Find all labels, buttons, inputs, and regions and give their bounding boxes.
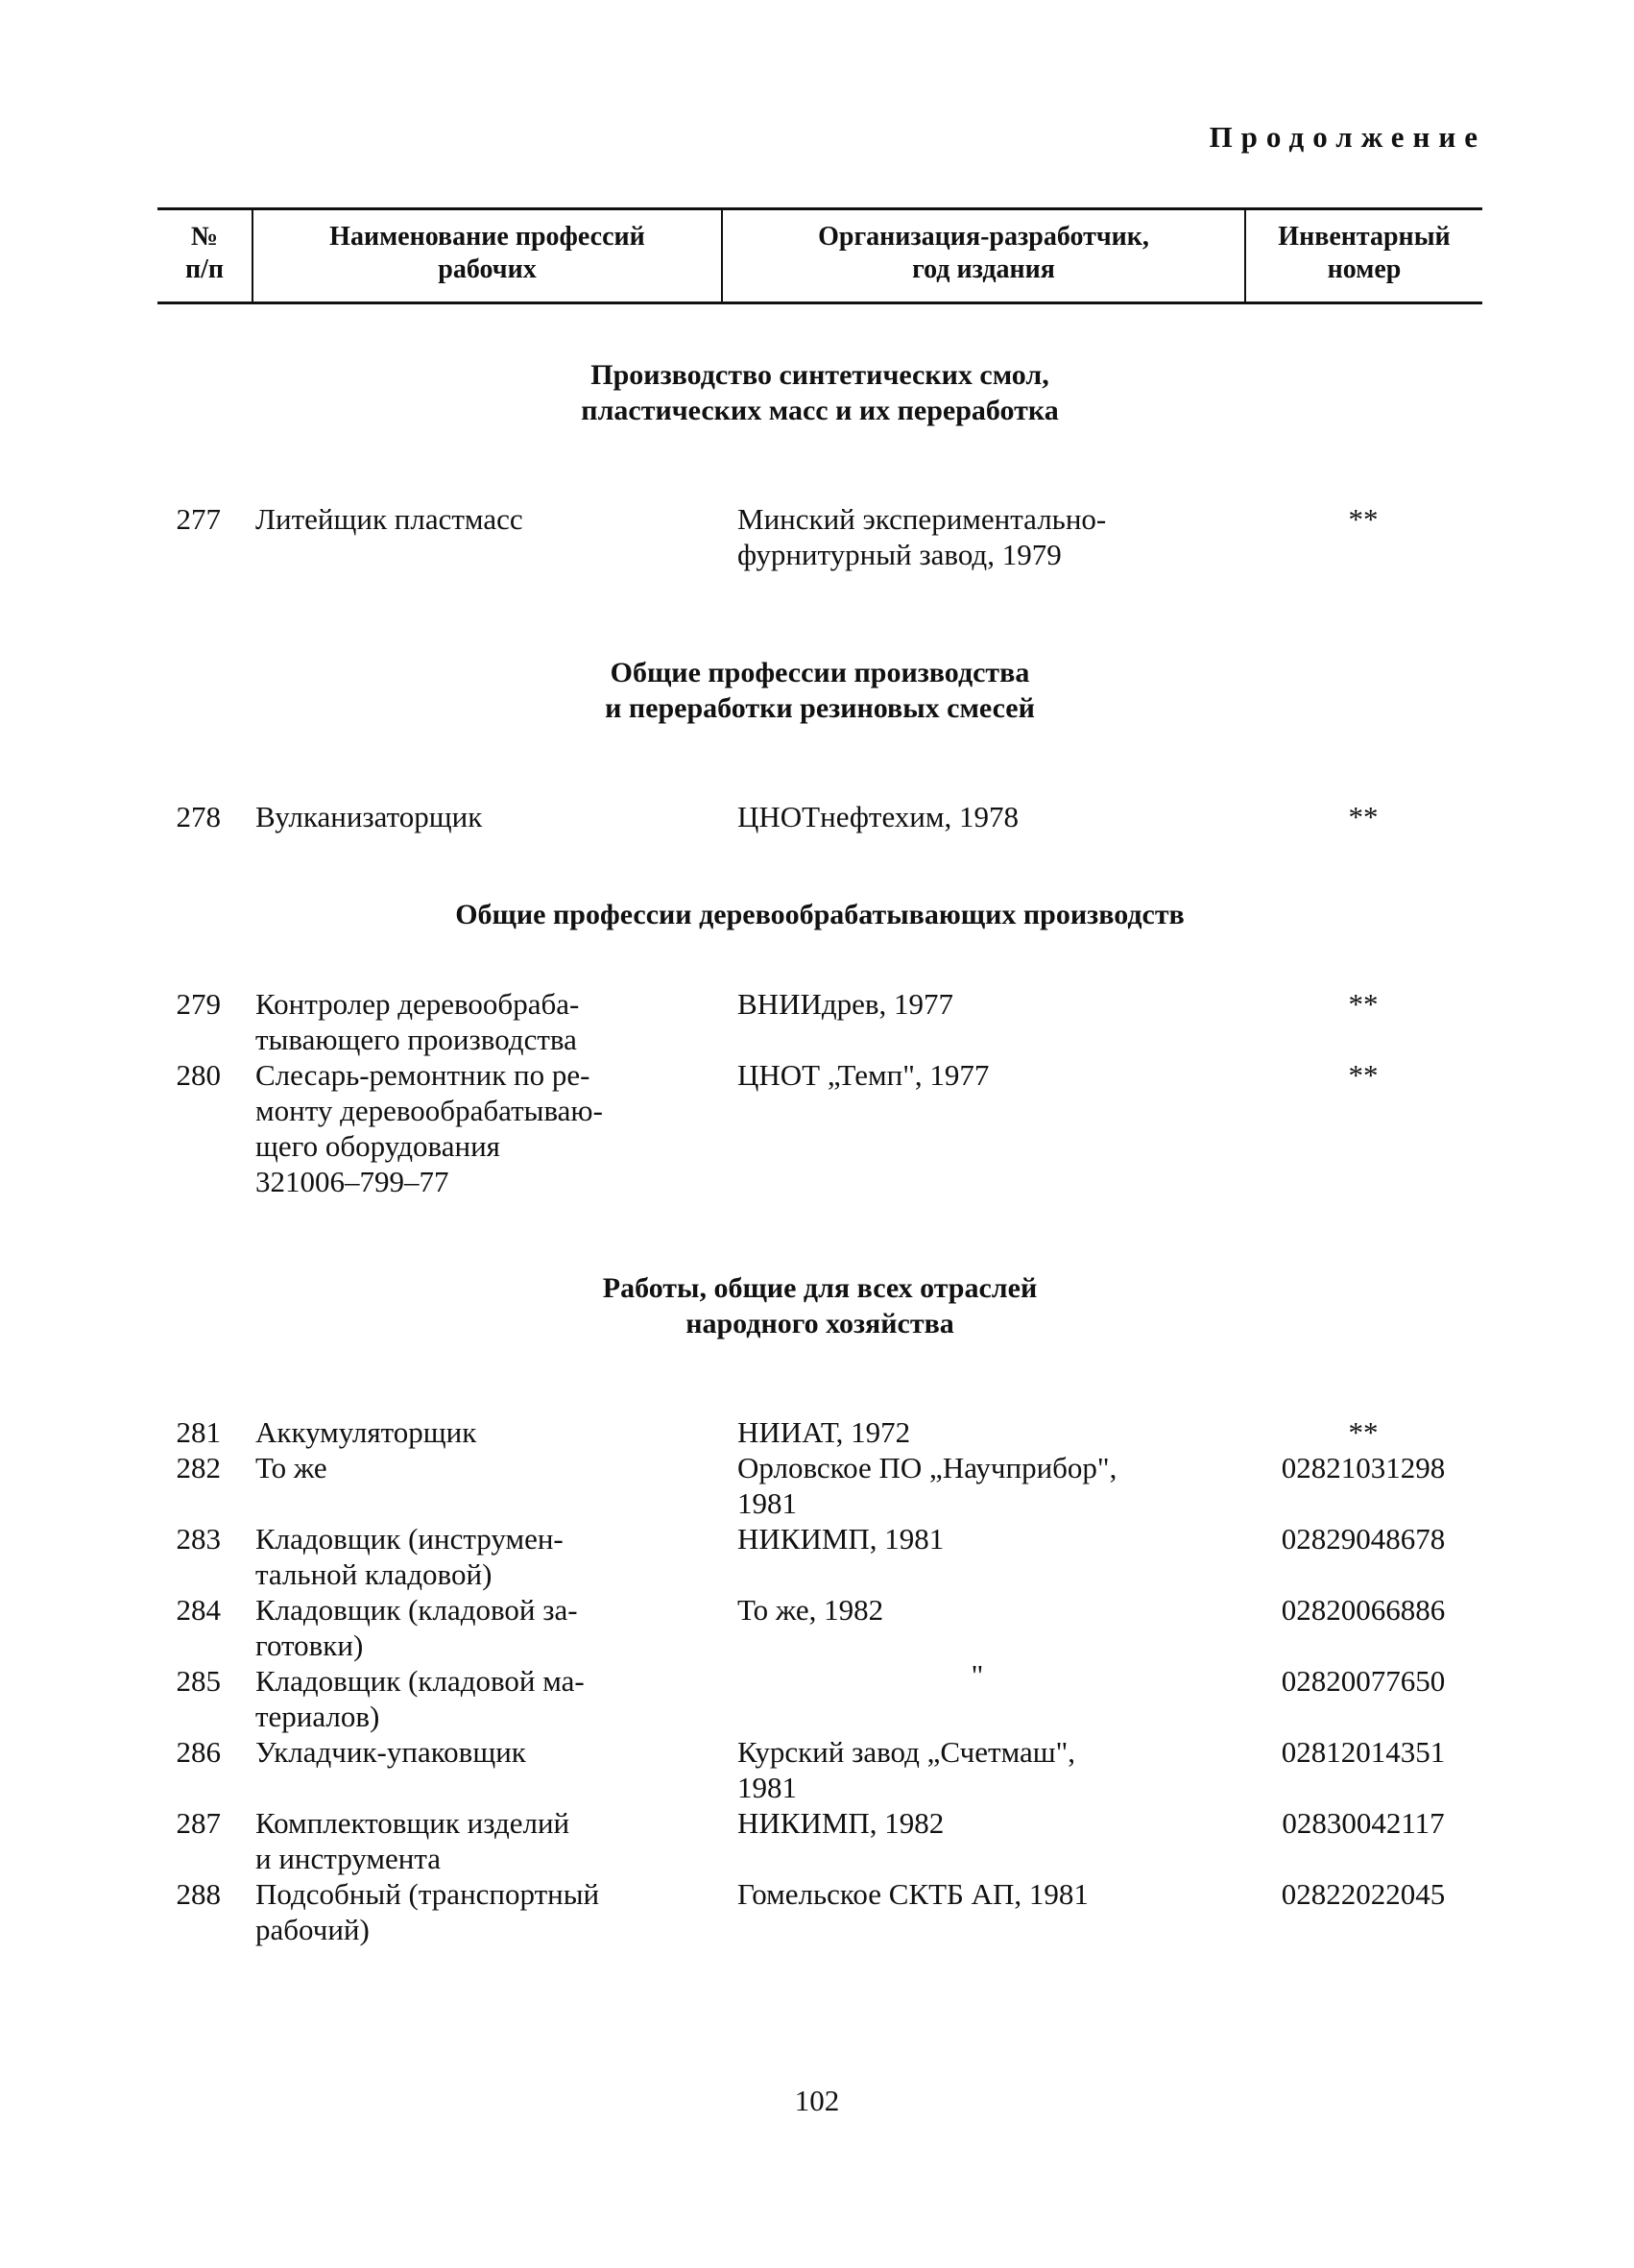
inventory-number: 02820066886 [1281,1593,1446,1627]
row-number: 286 [176,1735,221,1769]
row-number: 284 [176,1593,221,1627]
section-title: Производство синтетических смол, пластических масс и их переработка [581,359,1059,426]
continuation-label: Продолжение [1209,120,1486,154]
row-number: 287 [176,1806,221,1840]
profession-name: То же [255,1451,327,1484]
inventory-number: ** [1348,1415,1379,1449]
inventory-number: 02812014351 [1281,1735,1446,1769]
inventory-number: 02830042117 [1282,1806,1445,1840]
organization: НИКИМП, 1982 [737,1806,945,1840]
row-number: 281 [176,1415,221,1449]
inventory-number: ** [1348,987,1379,1021]
table-header-rule [157,302,1482,304]
organization: НИКИМП, 1981 [737,1522,945,1556]
organization: ЦНОТ „Темп", 1977 [737,1058,990,1092]
row-number: 277 [176,502,221,536]
section-title: Общие профессии деревообрабатывающих производств [455,899,1185,930]
row-number: 285 [176,1664,221,1698]
organization-ditto: " [971,1658,984,1692]
section-title: Общие профессии производства и переработки резиновых смесей [605,657,1035,724]
profession-name: Укладчик-упаковщик [255,1735,526,1769]
header-col-inventory: Инвентарный номер [1278,222,1451,284]
inventory-number: 02820077650 [1281,1664,1446,1698]
row-number: 280 [176,1058,221,1092]
profession-name: Слесарь-ремонтник по ре- монту деревообрабатываю- щего оборудования 321006–799–77 [255,1058,603,1198]
page-number: 102 [794,2084,840,2117]
profession-name: Кладовщик (кладовой ма- териалов) [255,1664,585,1733]
profession-name: Кладовщик (кладовой за- готовки) [255,1593,578,1662]
profession-name: Литейщик пластмасс [255,502,523,536]
header-col-number: № п/п [184,222,225,284]
inventory-number: ** [1348,1058,1379,1092]
profession-name: Аккумуляторщик [255,1415,477,1449]
header-col-organization: Организация-разработчик, год издания [818,222,1149,284]
inventory-number: 02822022045 [1281,1877,1446,1911]
header-col-profession: Наименование профессий рабочих [329,222,645,284]
section-title: Работы, общие для всех отраслей народного хозяйства [602,1272,1038,1339]
row-number: 278 [176,800,221,833]
profession-name: Комплектовщик изделий и инструмента [255,1806,570,1875]
organization: ЦНОТнефтехим, 1978 [737,800,1020,833]
row-number: 283 [176,1522,221,1556]
row-number: 282 [176,1451,221,1484]
profession-name: Контролер деревообраба- тывающего производства [255,987,580,1056]
profession-name: Подсобный (транспортный рабочий) [255,1877,600,1946]
organization: Орловское ПО „Научприбор", 1981 [737,1451,1117,1520]
table-top-rule [157,207,1482,210]
organization: Гомельское СКТБ АП, 1981 [737,1877,1089,1911]
organization: Минский экспериментально- фурнитурный завод, 1979 [737,502,1107,571]
inventory-number: 02829048678 [1281,1522,1446,1556]
organization: То же, 1982 [737,1593,884,1627]
organization: ВНИИдрев, 1977 [737,987,954,1021]
inventory-number: ** [1348,800,1379,833]
inventory-number: 02821031298 [1281,1451,1446,1484]
row-number: 288 [176,1877,221,1911]
organization: Курский завод „Счетмаш", 1981 [737,1735,1076,1804]
profession-name: Кладовщик (инструмен- тальной кладовой) [255,1522,564,1591]
profession-name: Вулканизаторщик [255,800,483,833]
row-number: 279 [176,987,221,1021]
organization: НИИАТ, 1972 [737,1415,911,1449]
inventory-number: ** [1348,502,1379,536]
